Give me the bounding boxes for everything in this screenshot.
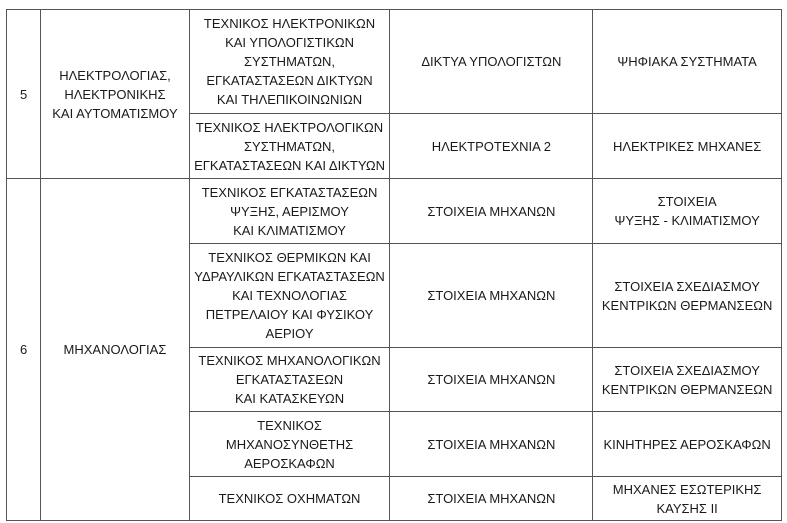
course-2: ΜΗΧΑΝΕΣ ΕΣΩΤΕΡΙΚΗΣ ΚΑΥΣΗΣ ΙΙ — [593, 477, 782, 521]
course-2: ΚΙΝΗΤΗΡΕΣ ΑΕΡΟΣΚΑΦΩΝ — [593, 412, 782, 477]
sector-number: 5 — [7, 10, 41, 179]
course-2: ΣΤΟΙΧΕΙΑ ΨΥΞΗΣ - ΚΛΙΜΑΤΙΣΜΟΥ — [593, 179, 782, 244]
exam-courses-table — [6, 9, 782, 521]
sector-name: ΗΛΕΚΤΡΟΛΟΓΙΑΣ, ΗΛΕΚΤΡΟΝΙΚΗΣ ΚΑΙ ΑΥΤΟΜΑΤΙΣΜΟΥ — [41, 10, 189, 179]
sector-name: ΜΗΧΑΝΟΛΟΓΙΑΣ — [41, 179, 189, 521]
specialty-name: ΤΕΧΝΙΚΟΣ ΗΛΕΚΤΡΟΛΟΓΙΚΩΝ ΣΥΣΤΗΜΑΤΩΝ, ΕΓΚΑΤΑΣΤΑΣΕΩΝ ΚΑΙ ΔΙΚΤΥΩΝ — [189, 114, 390, 179]
course-2: ΣΤΟΙΧΕΙΑ ΣΧΕΔΙΑΣΜΟΥ ΚΕΝΤΡΙΚΩΝ ΘΕΡΜΑΝΣΕΩΝ — [593, 244, 782, 348]
specialty-name: ΤΕΧΝΙΚΟΣ ΜΗΧΑΝΟΣΥΝΘΕΤΗΣ ΑΕΡΟΣΚΑΦΩΝ — [189, 412, 390, 477]
specialty-name: ΤΕΧΝΙΚΟΣ ΕΓΚΑΤΑΣΤΑΣΕΩΝ ΨΥΞΗΣ, ΑΕΡΙΣΜΟΥ ΚΑΙ ΚΛΙΜΑΤΙΣΜΟΥ — [189, 179, 390, 244]
specialty-name: ΤΕΧΝΙΚΟΣ ΜΗΧΑΝΟΛΟΓΙΚΩΝ ΕΓΚΑΤΑΣΤΑΣΕΩΝ ΚΑΙ ΚΑΤΑΣΚΕΥΩΝ — [189, 348, 390, 412]
table-row — [7, 179, 782, 244]
course-2: ΗΛΕΚΤΡΙΚΕΣ ΜΗΧΑΝΕΣ — [593, 114, 782, 179]
course-2: ΣΤΟΙΧΕΙΑ ΣΧΕΔΙΑΣΜΟΥ ΚΕΝΤΡΙΚΩΝ ΘΕΡΜΑΝΣΕΩΝ — [593, 348, 782, 412]
course-2: ΨΗΦΙΑΚΑ ΣΥΣΤΗΜΑΤΑ — [593, 10, 782, 114]
table-row — [7, 10, 782, 114]
specialty-name: ΤΕΧΝΙΚΟΣ ΘΕΡΜΙΚΩΝ ΚΑΙ ΥΔΡΑΥΛΙΚΩΝ ΕΓΚΑΤΑΣΤΑΣΕΩΝ ΚΑΙ ΤΕΧΝΟΛΟΓΙΑΣ ΠΕΤΡΕΛΑΙΟΥ ΚΑΙ ΦΥΣΙΚΟΥ ΑΕΡΙΟΥ — [189, 244, 390, 348]
course-1: ΔΙΚΤΥΑ ΥΠΟΛΟΓΙΣΤΩΝ — [390, 10, 593, 114]
sector-number: 6 — [7, 179, 41, 521]
specialty-name: ΤΕΧΝΙΚΟΣ ΟΧΗΜΑΤΩΝ — [189, 477, 390, 521]
course-1: ΣΤΟΙΧΕΙΑ ΜΗΧΑΝΩΝ — [390, 348, 593, 412]
course-1: ΣΤΟΙΧΕΙΑ ΜΗΧΑΝΩΝ — [390, 477, 593, 521]
course-1: ΣΤΟΙΧΕΙΑ ΜΗΧΑΝΩΝ — [390, 412, 593, 477]
course-1: ΣΤΟΙΧΕΙΑ ΜΗΧΑΝΩΝ — [390, 244, 593, 348]
course-1: ΣΤΟΙΧΕΙΑ ΜΗΧΑΝΩΝ — [390, 179, 593, 244]
course-1: ΗΛΕΚΤΡΟΤΕΧΝΙΑ 2 — [390, 114, 593, 179]
specialty-name: ΤΕΧΝΙΚΟΣ ΗΛΕΚΤΡΟΝΙΚΩΝ ΚΑΙ ΥΠΟΛΟΓΙΣΤΙΚΩΝ ΣΥΣΤΗΜΑΤΩΝ, ΕΓΚΑΤΑΣΤΑΣΕΩΝ ΔΙΚΤΥΩΝ ΚΑΙ ΤΗΛΕΠΙΚΟΙΝΩΝΙΩΝ — [189, 10, 390, 114]
